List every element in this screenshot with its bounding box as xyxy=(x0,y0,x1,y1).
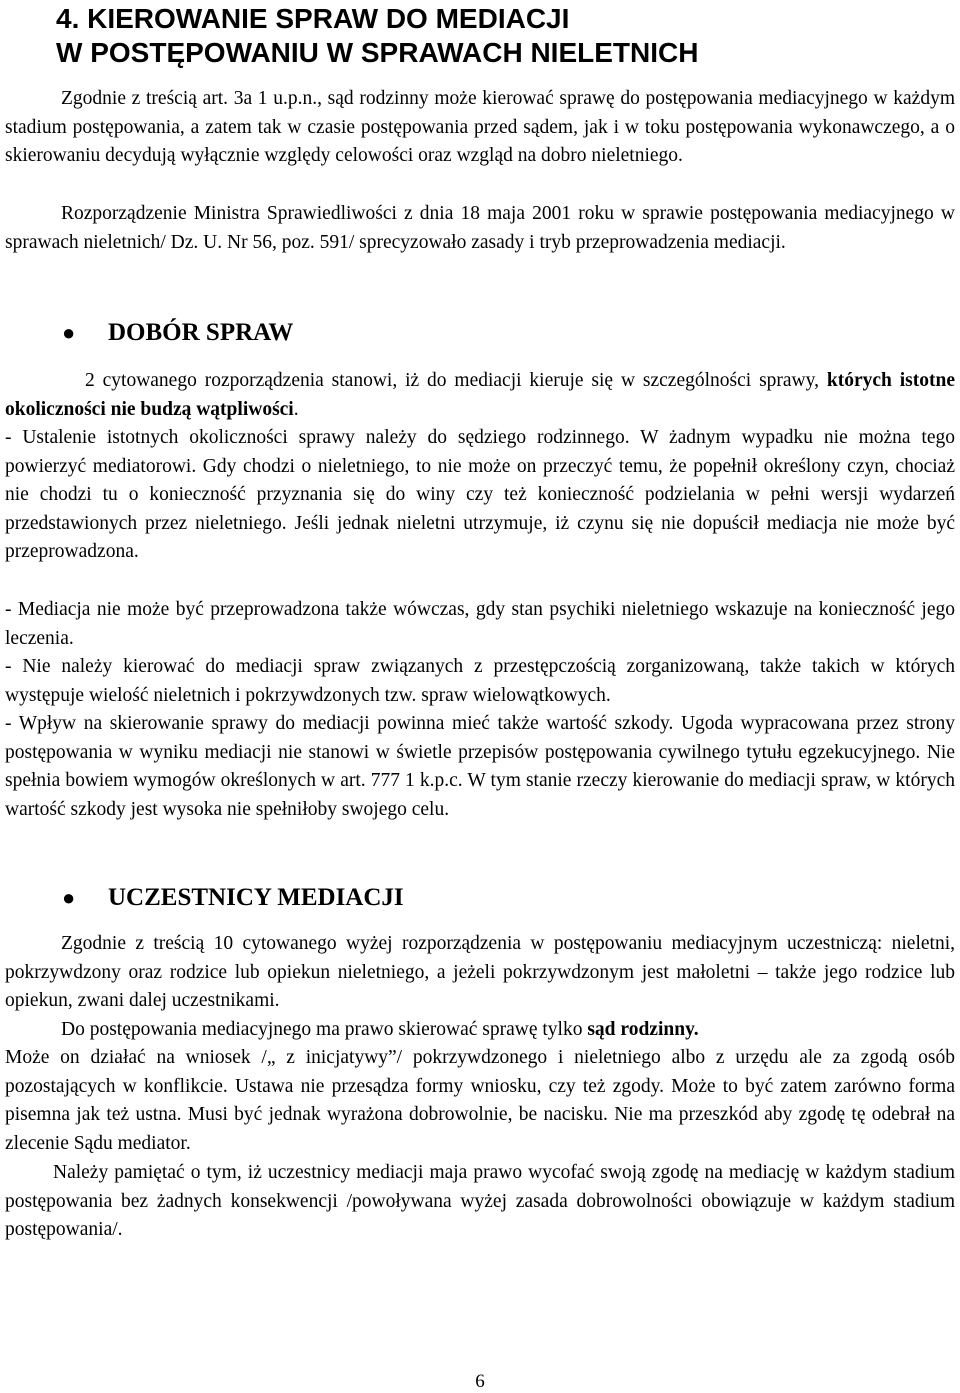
section1-paragraph-1-text: 2 cytowanego rozporządzenia stanowi, iż do mediacji kieruje się w szczególności sprawy, xyxy=(85,370,827,391)
title-line-1: 4. KIEROWANIE SPRAW DO MEDIACJI xyxy=(56,3,570,34)
section1-paragraph-1-end: . xyxy=(293,398,299,420)
intro-paragraph-1-text: Zgodnie z treścią art. 3a 1 u.p.n., sąd rodzinny może kierować sprawę do postępowania mediacyjnego w każdym stadium postępowania, a zatem tak w czasie postępowania przed sądem, jak i w toku postępowania wykonawczego, a o skierowaniu decydują wyłącznie względy celowości oraz wzgląd na dobro nieletniego. xyxy=(5,88,955,167)
section1-paragraph-1-bold: których istotne okoliczności nie budzą wątpliwości xyxy=(5,370,955,420)
section2-paragraph-1 xyxy=(5,930,955,1016)
bullet-icon: ● xyxy=(62,885,76,910)
section2-paragraph-1-text: Zgodnie z treścią 10 cytowanego wyżej rozporządzenia w postępowaniu mediacyjnym uczestniczą: nieletni, pokrzywdzony oraz rodzice lub opiekun nieletniego, a jeżeli pokrzywdzonym jest małoletni – także jego rodzice lub opiekun, zwani dalej uczestnikami. xyxy=(5,933,955,1012)
section2-paragraph-2 xyxy=(5,1016,955,1045)
section1-paragraph-2: - Ustalenie istotnych okoliczności sprawy należy do sędziego rodzinnego. W żadnym wypadku nie można tego powierzyć mediatorowi. Gdy chodzi o nieletniego, to nie może on przeczyć temu, że popełnił określony czyn, chociaż nie chodzi tu o konieczność przyznania się do winy czy też konieczność podzielania w pełni wersji wydarzeń przedstawionych przez nieletniego. Jeśli jednak nieletni utrzymuje, iż czynu się nie dopuścił mediacja nie może być przeprowadzona. xyxy=(5,427,955,563)
section-heading-text: UCZESTNICY MEDIACJI xyxy=(108,884,404,911)
section-heading-text: DOBÓR SPRAW xyxy=(108,319,294,346)
intro-paragraph-2-text: Rozporządzenie Ministra Sprawiedliwości z dnia 18 maja 2001 roku w sprawie postępowania mediacyjnego w sprawach nieletnich/ Dz. U. Nr 56, poz. 591/ sprecyzowało zasady i tryb przeprowadzenia mediacji. xyxy=(5,203,955,253)
section2-paragraph-4 xyxy=(5,1159,955,1245)
section2-paragraph-2-bold: sąd rodzinny. xyxy=(587,1019,699,1040)
section1-paragraph-4: - Nie należy kierować do mediacji spraw związanych z przestępczością zorganizowaną, także takich w których występuje wielość nieletnich i pokrzywdzonych tzw. spraw wielowątkowych. xyxy=(5,656,955,706)
title-line-2: W POSTĘPOWANIU W SPRAWACH NIELETNICH xyxy=(56,37,699,68)
section-heading-uczestnicy-mediacji xyxy=(62,883,404,913)
section-heading-doboru-spraw xyxy=(62,318,293,348)
section1-paragraph-5: - Wpływ na skierowanie sprawy do mediacji powinna mieć także wartość szkody. Ugoda wypracowana przez strony postępowania w wyniku mediacji nie stanowi w świetle przepisów postępowania cywilnego tytułu egzekucyjnego. Nie spełnia bowiem wymogów określonych w art. 777 1 k.p.c. W tym stanie rzeczy kierowanie do mediacji spraw, w których wartość szkody jest wysoka nie spełniłoby swojego celu. xyxy=(5,713,955,820)
section2-paragraph-4-text: Należy pamiętać o tym, iż uczestnicy mediacji maja prawo wycofać swoją zgodę na mediację w każdym stadium postępowania bez żadnych konsekwencji /powoływana wyżej zasada dobrowolności obowiązuje w każdym stadium postępowania/. xyxy=(5,1162,955,1241)
section2-paragraph-3: Może on działać na wniosek /„ z inicjatywy”/ pokrzywdzonego i nieletniego albo z urzędu ale za zgodą osób pozostających w konflikcie. Ustawa nie przesądza formy wniosku, czy też zgody. Może to być zatem zarówno forma pisemna jak też ustna. Musi być jednak wyrażona dobrowolnie, be nacisku. Nie ma przeszkód aby zgodę tę odebrał na zlecenie Sądu mediator. xyxy=(5,1047,955,1154)
section1-paragraph-1 xyxy=(5,367,955,424)
section2-paragraph-2-text: Do postępowania mediacyjnego ma prawo skierować sprawę tylko xyxy=(61,1019,588,1040)
intro-paragraph-1 xyxy=(5,85,955,171)
section1-paragraph-3: - Mediacja nie może być przeprowadzona także wówczas, gdy stan psychiki nieletniego wskazuje na konieczność jego leczenia. xyxy=(5,599,955,649)
page-number: 6 xyxy=(475,1371,485,1392)
bullet-icon: ● xyxy=(62,320,76,345)
intro-paragraph-2 xyxy=(5,200,955,257)
